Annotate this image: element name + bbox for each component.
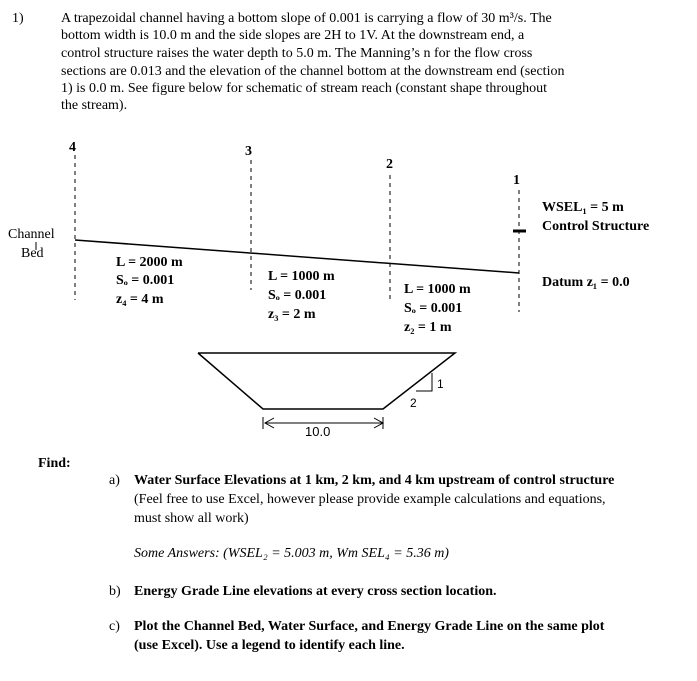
control-structure-label: Control Structure	[542, 219, 650, 234]
reach-4-elevation: z₄ = 4 m	[116, 292, 164, 307]
reach-2-elevation: z₂ = 1 m	[404, 320, 452, 335]
reach-2-length: L = 1000 m	[404, 282, 471, 297]
problem-line: bottom width is 10.0 m and the side slopes are 2H to 1V. At the downstream end, a	[61, 28, 525, 43]
reach-4-slope: Sₒ = 0.001	[116, 273, 175, 288]
reach-3-elevation: z₃ = 2 m	[268, 307, 316, 322]
reach-2-slope: Sₒ = 0.001	[404, 301, 463, 316]
problem-number: 1)	[12, 11, 24, 26]
datum-label: Datum z₁ = 0.0	[542, 275, 630, 290]
channel-label: Channel	[8, 227, 55, 242]
bottom-width-label: 10.0	[305, 424, 331, 439]
item-b-text: Energy Grade Line elevations at every cross section location.	[134, 584, 497, 599]
section-2-label: 2	[386, 157, 393, 172]
wsel-label: WSEL₁ = 5 m	[542, 200, 624, 215]
item-a-letter: a)	[109, 473, 120, 488]
item-c-letter: c)	[109, 619, 120, 634]
section-4-label: 4	[69, 140, 76, 155]
problem-line: the stream).	[61, 98, 128, 113]
reach-4-length: L = 2000 m	[116, 255, 183, 270]
find-label: Find:	[38, 456, 71, 471]
problem-line: control structure raises the water depth to 5.0 m. The Manning’s n for the flow cross	[61, 46, 533, 61]
item-a	[134, 471, 634, 528]
reach-3-slope: Sₒ = 0.001	[268, 288, 327, 303]
slope-rise-label: 1	[437, 377, 444, 391]
reach-3-length: L = 1000 m	[268, 269, 335, 284]
slope-run-label: 2	[410, 396, 417, 410]
item-a-text: Water Surface Elevations at 1 km, 2 km, and 4 km upstream of control structure	[134, 473, 615, 488]
section-1-label: 1	[513, 173, 520, 188]
problem-line: A trapezoidal channel having a bottom slope of 0.001 is carrying a flow of 30 m³/s. The	[61, 11, 552, 26]
problem-line: sections are 0.013 and the elevation of the channel bottom at the downstream end (section	[61, 64, 565, 79]
item-c-text: Plot the Channel Bed, Water Surface, and Energy Grade Line on the same plot (use Excel). Use a legend to identify each line.	[134, 619, 605, 653]
item-b-letter: b)	[109, 584, 121, 599]
problem-line: 1) is 0.0 m. See figure below for schematic of stream reach (constant shape throughout	[61, 81, 547, 96]
section-3-label: 3	[245, 144, 252, 159]
bed-label: Bed	[21, 246, 44, 261]
some-answers: Some Answers: (WSEL₂ = 5.003 m, Wm SEL₄ = 5.36 m)	[134, 546, 449, 561]
item-a-note: (Feel free to use Excel, however please provide example calculations and equations, must show all work)	[134, 492, 606, 526]
